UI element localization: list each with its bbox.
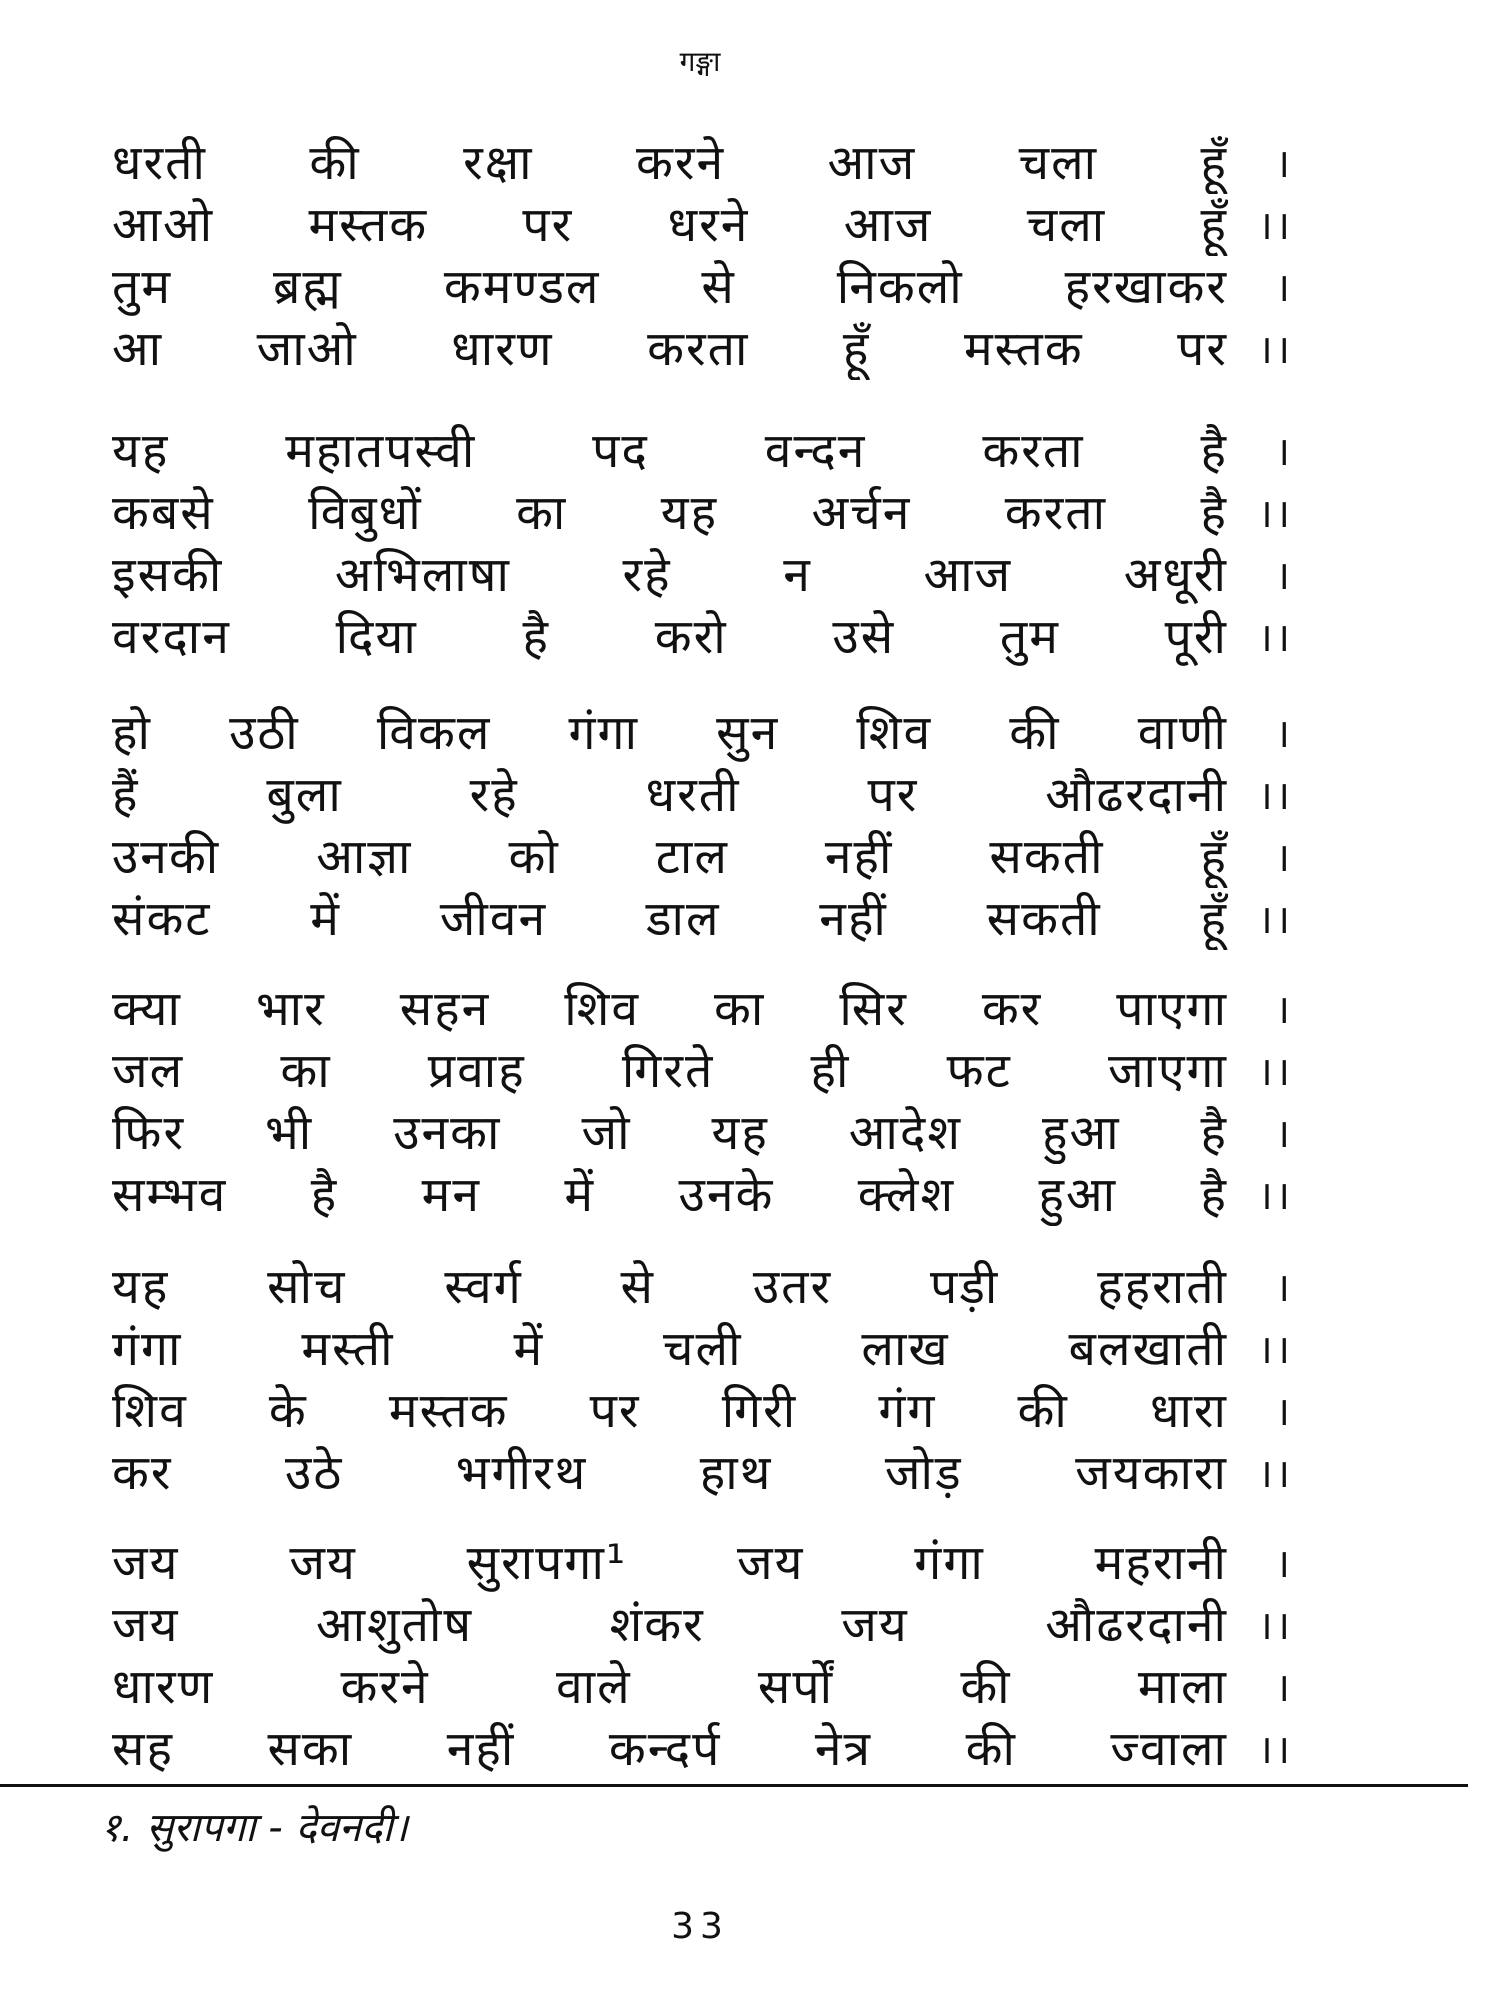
danda-mark: ।।	[1257, 896, 1292, 943]
danda-mark: ।	[1274, 1110, 1292, 1157]
verse-text: फिर भी उनका जो यह आदेश हुआ है	[112, 1104, 1228, 1161]
verse-text: आ जाओ धारण करता हूँ मस्तक पर	[112, 320, 1228, 377]
stanza	[112, 1530, 1292, 1778]
verse-line	[112, 1440, 1292, 1502]
verse-line	[112, 1378, 1292, 1440]
danda-mark: ।	[1274, 710, 1292, 757]
verse-line	[112, 1038, 1292, 1100]
verse-line	[112, 1716, 1292, 1778]
danda-mark: ।।	[1257, 614, 1292, 661]
danda-mark: ।।	[1257, 1450, 1292, 1497]
danda-mark: ।	[1274, 834, 1292, 881]
verse-line	[112, 762, 1292, 824]
danda-mark: ।	[1274, 1540, 1292, 1587]
stanza	[112, 976, 1292, 1224]
danda-mark: ।।	[1257, 326, 1292, 373]
danda-mark: ।।	[1257, 202, 1292, 249]
verse-text: शिव के मस्तक पर गिरी गंग की धारा	[112, 1382, 1228, 1439]
verse-text: वरदान दिया है करो उसे तुम पूरी	[112, 608, 1228, 665]
danda-mark: ।	[1274, 552, 1292, 599]
page-number: 33	[671, 1906, 729, 1947]
verse-text: संकट में जीवन डाल नहीं सकती हूँ	[112, 890, 1228, 947]
danda-mark: ।	[1274, 1664, 1292, 1711]
verse-line	[112, 542, 1292, 604]
verse-line	[112, 1162, 1292, 1224]
footnote-divider	[0, 1784, 1468, 1787]
verse-text: कबसे विबुधों का यह अर्चन करता है	[112, 484, 1228, 541]
verse-text: आओ मस्तक पर धरने आज चला हूँ	[112, 196, 1228, 253]
verse-line	[112, 886, 1292, 948]
danda-mark: ।।	[1257, 490, 1292, 537]
verse-text: इसकी अभिलाषा रहे न आज अधूरी	[112, 546, 1228, 603]
danda-mark: ।	[1274, 1388, 1292, 1435]
verse-line	[112, 1592, 1292, 1654]
verse-text: जय आशुतोष शंकर जय औढरदानी	[112, 1596, 1228, 1653]
verse-line	[112, 418, 1292, 480]
verse-text: यह महातपस्वी पद वन्दन करता है	[112, 422, 1228, 479]
verse-line	[112, 1530, 1292, 1592]
verse-line	[112, 1100, 1292, 1162]
danda-mark: ।	[1274, 986, 1292, 1033]
verse-line	[112, 192, 1292, 254]
stanza	[112, 130, 1292, 378]
verse-line	[112, 480, 1292, 542]
verse-line	[112, 700, 1292, 762]
verse-text: सह सका नहीं कन्दर्प नेत्र की ज्वाला	[112, 1720, 1228, 1777]
verse-text: सम्भव है मन में उनके क्लेश हुआ है	[112, 1166, 1228, 1223]
verse-line	[112, 254, 1292, 316]
verse-line	[112, 130, 1292, 192]
danda-mark: ।।	[1257, 1602, 1292, 1649]
verse-text: तुम ब्रह्म कमण्डल से निकलो हरखाकर	[112, 258, 1228, 315]
verse-text: हैं बुला रहे धरती पर औढरदानी	[112, 766, 1228, 823]
footnote: १. सुरापगा - देवनदी।	[100, 1805, 408, 1851]
verse-line	[112, 1654, 1292, 1716]
danda-mark: ।	[1274, 1264, 1292, 1311]
verse-text: धारण करने वाले सर्पों की माला	[112, 1658, 1228, 1715]
danda-mark: ।।	[1257, 1326, 1292, 1373]
verse-line	[112, 1316, 1292, 1378]
stanza	[112, 700, 1292, 948]
danda-mark: ।।	[1257, 1172, 1292, 1219]
verse-text: हो उठी विकल गंगा सुन शिव की वाणी	[112, 704, 1228, 761]
verse-line	[112, 1254, 1292, 1316]
danda-mark: ।	[1274, 140, 1292, 187]
running-title: गङ्गा	[679, 45, 721, 78]
verse-text: धरती की रक्षा करने आज चला हूँ	[112, 134, 1228, 191]
verse-text: क्या भार सहन शिव का सिर कर पाएगा	[112, 980, 1228, 1037]
danda-mark: ।।	[1257, 1726, 1292, 1773]
danda-mark: ।।	[1257, 1048, 1292, 1095]
verse-text: कर उठे भगीरथ हाथ जोड़ जयकारा	[112, 1444, 1228, 1501]
verse-text: जय जय सुरापगा¹ जय गंगा महरानी	[112, 1534, 1228, 1591]
danda-mark: ।	[1274, 264, 1292, 311]
stanza	[112, 418, 1292, 666]
stanza	[112, 1254, 1292, 1502]
verse-line	[112, 976, 1292, 1038]
danda-mark: ।	[1274, 428, 1292, 475]
danda-mark: ।।	[1257, 772, 1292, 819]
verse-text: गंगा मस्ती में चली लाख बलखाती	[112, 1320, 1228, 1377]
verse-text: जल का प्रवाह गिरते ही फट जाएगा	[112, 1042, 1228, 1099]
verse-line	[112, 604, 1292, 666]
verse-text: यह सोच स्वर्ग से उतर पड़ी हहराती	[112, 1258, 1228, 1315]
verse-text: उनकी आज्ञा को टाल नहीं सकती हूँ	[112, 828, 1228, 885]
verse-line	[112, 316, 1292, 378]
verse-line	[112, 824, 1292, 886]
